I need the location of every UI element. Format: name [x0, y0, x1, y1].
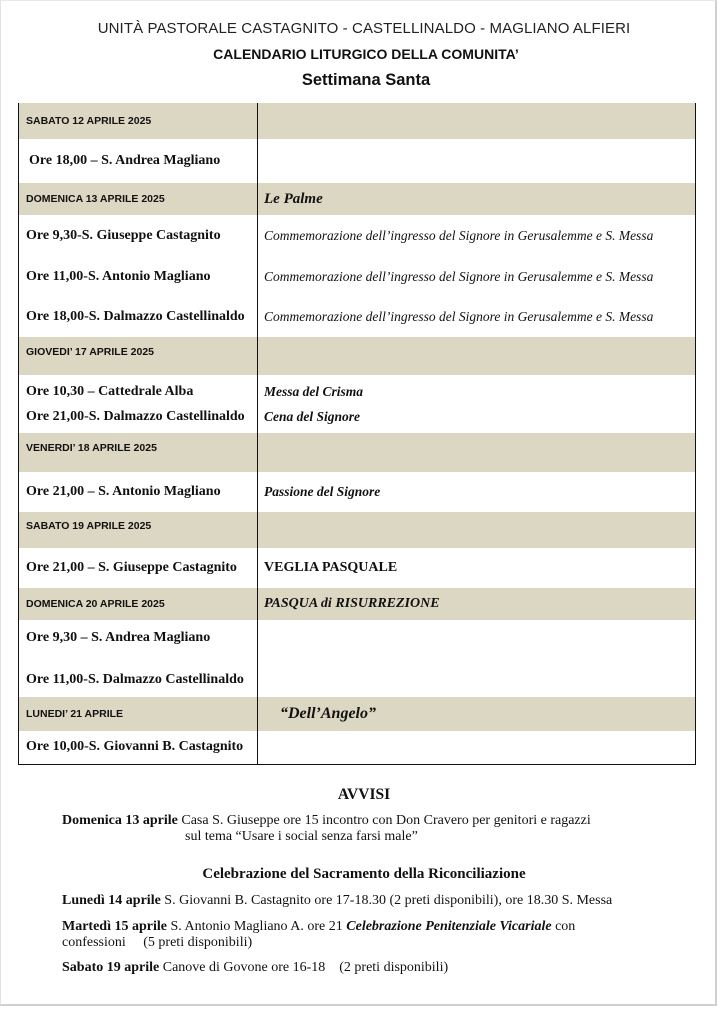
day-date: LUNEDI’ 21 APRILE [19, 697, 258, 731]
event-desc: Messa del Crisma [264, 384, 364, 399]
reconciliation-label: Martedì 15 aprile [62, 919, 167, 934]
event-time-group [19, 620, 258, 697]
day-feast [258, 103, 696, 139]
day-feast [258, 433, 696, 472]
organization-heading: UNITÀ PASTORALE CASTAGNITO - CASTELLINALDO - MAGLIANO ALFIERI [97, 20, 631, 37]
day-date: DOMENICA 13 APRILE 2025 [19, 183, 258, 215]
event-row [19, 472, 696, 512]
event-row [19, 731, 696, 764]
event-desc: Commemorazione dell’ingresso del Signore in Gerusalemme e S. Messa [264, 309, 654, 324]
event-time: Ore 11,00-S. Dalmazzo Castellinaldo [26, 671, 244, 687]
notice-item [62, 813, 591, 829]
event-row [19, 297, 696, 337]
reconciliation-item [62, 893, 612, 909]
event-time: Ore 21,00-S. Dalmazzo Castellinaldo [26, 409, 245, 424]
document-subtitle: Settimana Santa [301, 71, 431, 89]
document-title: CALENDARIO LITURGICO DELLA COMUNITA’ [213, 46, 519, 62]
day-header-row [19, 103, 696, 139]
day-header-row [19, 433, 696, 472]
reconciliation-item [62, 919, 575, 935]
event-row [19, 548, 696, 588]
event-desc [258, 139, 696, 183]
reconciliation-emphasis: Celebrazione Penitenziale Vicariale [346, 919, 552, 934]
event-time: Ore 9,30 – S. Andrea Magliano [26, 629, 211, 645]
event-row [19, 375, 696, 433]
reconciliation-text-continuation: confessioni (5 preti disponibili) [62, 935, 253, 950]
reconciliation-text: S. Antonio Magliano A. ore 21 [170, 919, 343, 934]
event-desc: VEGLIA PASQUALE [264, 560, 398, 575]
reconciliation-title: Celebrazione del Sacramento della Riconciliazione [202, 866, 526, 882]
day-header-row [19, 512, 696, 548]
event-desc: Commemorazione dell’ingresso del Signore in Gerusalemme e S. Messa [264, 268, 654, 284]
reconciliation-item [62, 960, 448, 976]
day-date: SABATO 19 APRILE 2025 [19, 512, 258, 548]
notice-text-continuation: sul tema “Usare i social senza farsi male” [185, 829, 418, 844]
event-desc [258, 620, 696, 697]
event-row [19, 620, 696, 697]
day-date: VENERDI’ 18 APRILE 2025 [19, 433, 258, 472]
day-feast [258, 512, 696, 548]
event-time: Ore 10,00-S. Giovanni B. Castagnito [19, 731, 258, 764]
reconciliation-label: Sabato 19 aprile [62, 960, 160, 975]
event-row [19, 256, 696, 297]
day-header-row [19, 183, 696, 215]
day-header-row [19, 337, 696, 375]
event-desc: Passione del Signore [264, 484, 381, 499]
event-desc: Commemorazione dell’ingresso del Signore in Gerusalemme e S. Messa [264, 227, 654, 243]
notice-text: Casa S. Giuseppe ore 15 incontro con Don Cravero per genitori e ragazzi [181, 813, 591, 828]
event-desc-group [258, 375, 696, 433]
notices-title: AVVISI [337, 786, 391, 803]
event-time: Ore 18,00-S. Dalmazzo Castellinaldo [19, 297, 258, 337]
event-time: Ore 21,00 – S. Giuseppe Castagnito [19, 548, 258, 588]
event-time: Ore 21,00 – S. Antonio Magliano [19, 472, 258, 512]
day-header-row [19, 588, 696, 620]
event-time: Ore 9,30-S. Giuseppe Castagnito [19, 215, 258, 256]
event-time-group [19, 375, 258, 433]
day-feast [258, 337, 696, 375]
liturgical-calendar-table [18, 103, 696, 765]
day-header-row [19, 697, 696, 731]
reconciliation-text-after: con [555, 919, 576, 934]
event-row [19, 139, 696, 183]
event-time: Ore 10,30 – Cattedrale Alba [26, 384, 194, 399]
notice-label: Domenica 13 aprile [62, 813, 178, 828]
day-feast: “Dell’Angelo” [258, 697, 696, 731]
day-date: DOMENICA 20 APRILE 2025 [19, 588, 258, 620]
event-row [19, 215, 696, 256]
day-date: GIOVEDI’ 17 APRILE 2025 [19, 337, 258, 375]
event-desc: Cena del Signore [264, 409, 361, 424]
reconciliation-label: Lunedì 14 aprile [62, 893, 161, 908]
event-desc [258, 731, 696, 764]
reconciliation-text: Canove di Govone ore 16-18 (2 preti disponibili) [162, 960, 449, 975]
reconciliation-text: S. Giovanni B. Castagnito ore 17-18.30 (2 preti disponibili), ore 18.30 S. Messa [164, 893, 613, 908]
day-feast: Le Palme [258, 183, 696, 215]
event-time: Ore 11,00-S. Antonio Magliano [19, 256, 258, 297]
day-date: SABATO 12 APRILE 2025 [19, 103, 258, 139]
event-time: Ore 18,00 – S. Andrea Magliano [19, 139, 258, 183]
day-feast: PASQUA di RISURREZIONE [258, 588, 696, 620]
